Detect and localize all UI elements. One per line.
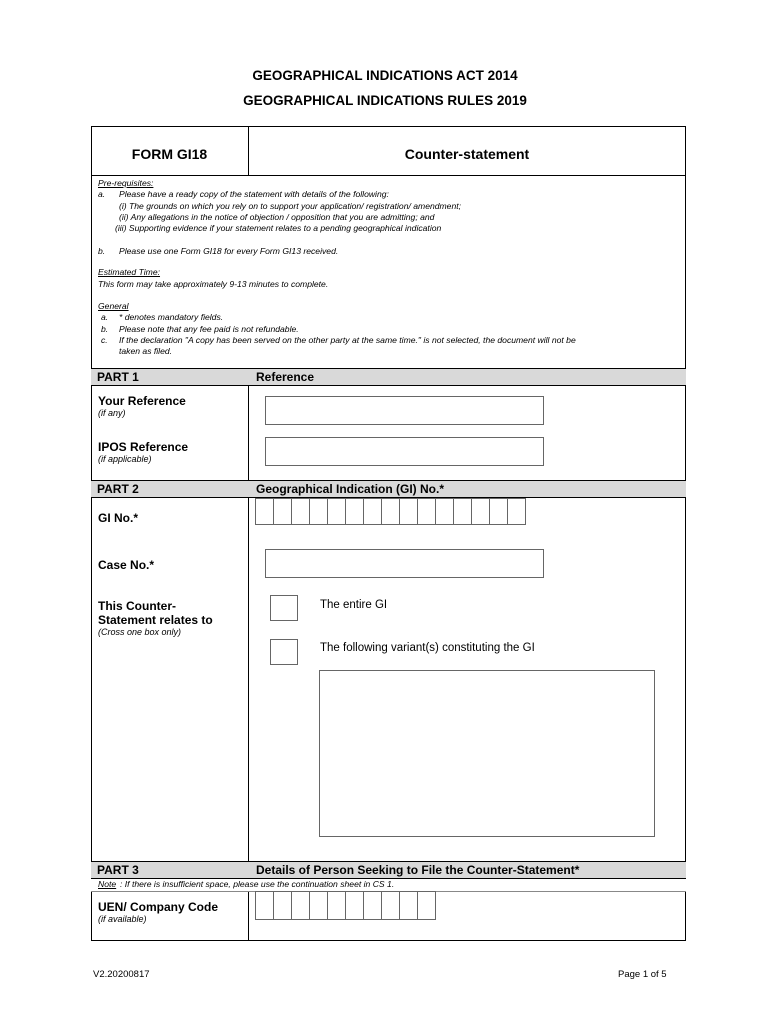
uen-label: UEN/ Company Code	[98, 900, 219, 914]
relates-note: (Cross one box only)	[98, 627, 182, 637]
your-reference-label: Your Reference	[98, 394, 186, 408]
part3-note-text: : If there is insufficient space, please use the continuation sheet in CS 1.	[120, 879, 395, 889]
part3-band	[91, 861, 686, 879]
form-code: FORM GI18	[131, 146, 208, 162]
relates-label-line2: Statement relates to	[98, 613, 213, 627]
char-cell[interactable]	[507, 498, 526, 525]
estimated-time-text: This form may take approximately 9-13 minutes to complete.	[98, 279, 329, 289]
your-reference-field[interactable]	[265, 396, 544, 425]
prereq-sub-iii: (iii) Supporting evidence if your statement relates to a pending geographical indication	[115, 223, 442, 233]
char-cell[interactable]	[309, 498, 328, 525]
part2-title: Geographical Indication (GI) No.*	[256, 482, 445, 496]
uen-boxes[interactable]	[256, 891, 436, 920]
variants-checkbox[interactable]	[270, 639, 298, 665]
ipos-reference-note: (if applicable)	[98, 454, 152, 464]
char-cell[interactable]	[435, 498, 454, 525]
char-cell[interactable]	[327, 891, 346, 920]
part2-label: PART 2	[97, 482, 139, 496]
entire-gi-checkbox[interactable]	[270, 595, 298, 621]
part1-title: Reference	[256, 370, 315, 384]
part3-note-lead: Note	[98, 879, 117, 889]
prereq-a: Please have a ready copy of the statement with details of the following:	[119, 189, 389, 199]
prereq-b: Please use one Form GI18 for every Form GI13 received.	[119, 246, 339, 256]
char-cell[interactable]	[381, 891, 400, 920]
estimated-time-heading: Estimated Time:	[98, 267, 161, 277]
char-cell[interactable]	[363, 498, 382, 525]
prereq-b-marker: b.	[98, 246, 106, 256]
char-cell[interactable]	[453, 498, 472, 525]
prerequisites-heading: Pre-requisites:	[98, 178, 154, 188]
version-number: V2.20200817	[93, 969, 150, 980]
char-cell[interactable]	[399, 891, 418, 920]
part1-band	[91, 368, 686, 386]
char-cell[interactable]	[273, 498, 292, 525]
column-divider	[248, 368, 249, 941]
variants-textarea[interactable]	[319, 670, 655, 837]
general-heading: General	[98, 301, 129, 311]
case-no-label: Case No.*	[98, 558, 155, 572]
char-cell[interactable]	[399, 498, 418, 525]
variants-label: The following variant(s) constituting the GI	[320, 642, 535, 654]
general-a-marker: a.	[101, 312, 109, 322]
char-cell[interactable]	[291, 498, 310, 525]
part2-band	[91, 480, 686, 498]
gi-no-boxes[interactable]	[256, 498, 526, 525]
form-name: Counter-statement	[404, 146, 530, 162]
char-cell[interactable]	[255, 891, 274, 920]
general-a: * denotes mandatory fields.	[119, 312, 224, 322]
gi-no-label: GI No.*	[98, 511, 139, 525]
general-c-marker: c.	[101, 335, 108, 345]
char-cell[interactable]	[417, 891, 436, 920]
char-cell[interactable]	[489, 498, 508, 525]
char-cell[interactable]	[417, 498, 436, 525]
case-no-field[interactable]	[265, 549, 544, 578]
char-cell[interactable]	[309, 891, 328, 920]
prereq-sub-i: (i) The grounds on which you rely on to support your application/ registration/ amendment;	[119, 201, 462, 211]
char-cell[interactable]	[255, 498, 274, 525]
ipos-reference-field[interactable]	[265, 437, 544, 466]
char-cell[interactable]	[345, 891, 364, 920]
relates-label-line1: This Counter-	[98, 599, 176, 613]
prereq-a-marker: a.	[98, 189, 106, 199]
entire-gi-label: The entire GI	[320, 599, 388, 611]
char-cell[interactable]	[273, 891, 292, 920]
general-c-line1: If the declaration "A copy has been served on the other party at the same time." is not selected, the document will not be	[119, 335, 576, 345]
char-cell[interactable]	[471, 498, 490, 525]
general-b-marker: b.	[101, 324, 109, 334]
uen-note: (if available)	[98, 914, 147, 924]
general-b: Please note that any fee paid is not refundable.	[119, 324, 299, 334]
ipos-reference-label: IPOS Reference	[98, 440, 189, 454]
general-c-line2: taken as filed.	[119, 346, 173, 356]
part3-label: PART 3	[97, 863, 139, 877]
part1-label: PART 1	[97, 370, 139, 384]
part3-note-row	[91, 879, 686, 891]
act-title: GEOGRAPHICAL INDICATIONS ACT 2014	[252, 68, 518, 83]
your-reference-note: (if any)	[98, 408, 126, 418]
prereq-sub-ii: (ii) Any allegations in the notice of objection / opposition that you are admitting; and	[119, 212, 435, 222]
rules-title: GEOGRAPHICAL INDICATIONS RULES 2019	[243, 93, 527, 108]
char-cell[interactable]	[381, 498, 400, 525]
page-number: Page 1 of 5	[618, 969, 667, 980]
char-cell[interactable]	[327, 498, 346, 525]
header-bottom-rule	[91, 175, 686, 176]
char-cell[interactable]	[291, 891, 310, 920]
char-cell[interactable]	[363, 891, 382, 920]
part3-title: Details of Person Seeking to File the Counter-Statement*	[256, 863, 580, 877]
char-cell[interactable]	[345, 498, 364, 525]
